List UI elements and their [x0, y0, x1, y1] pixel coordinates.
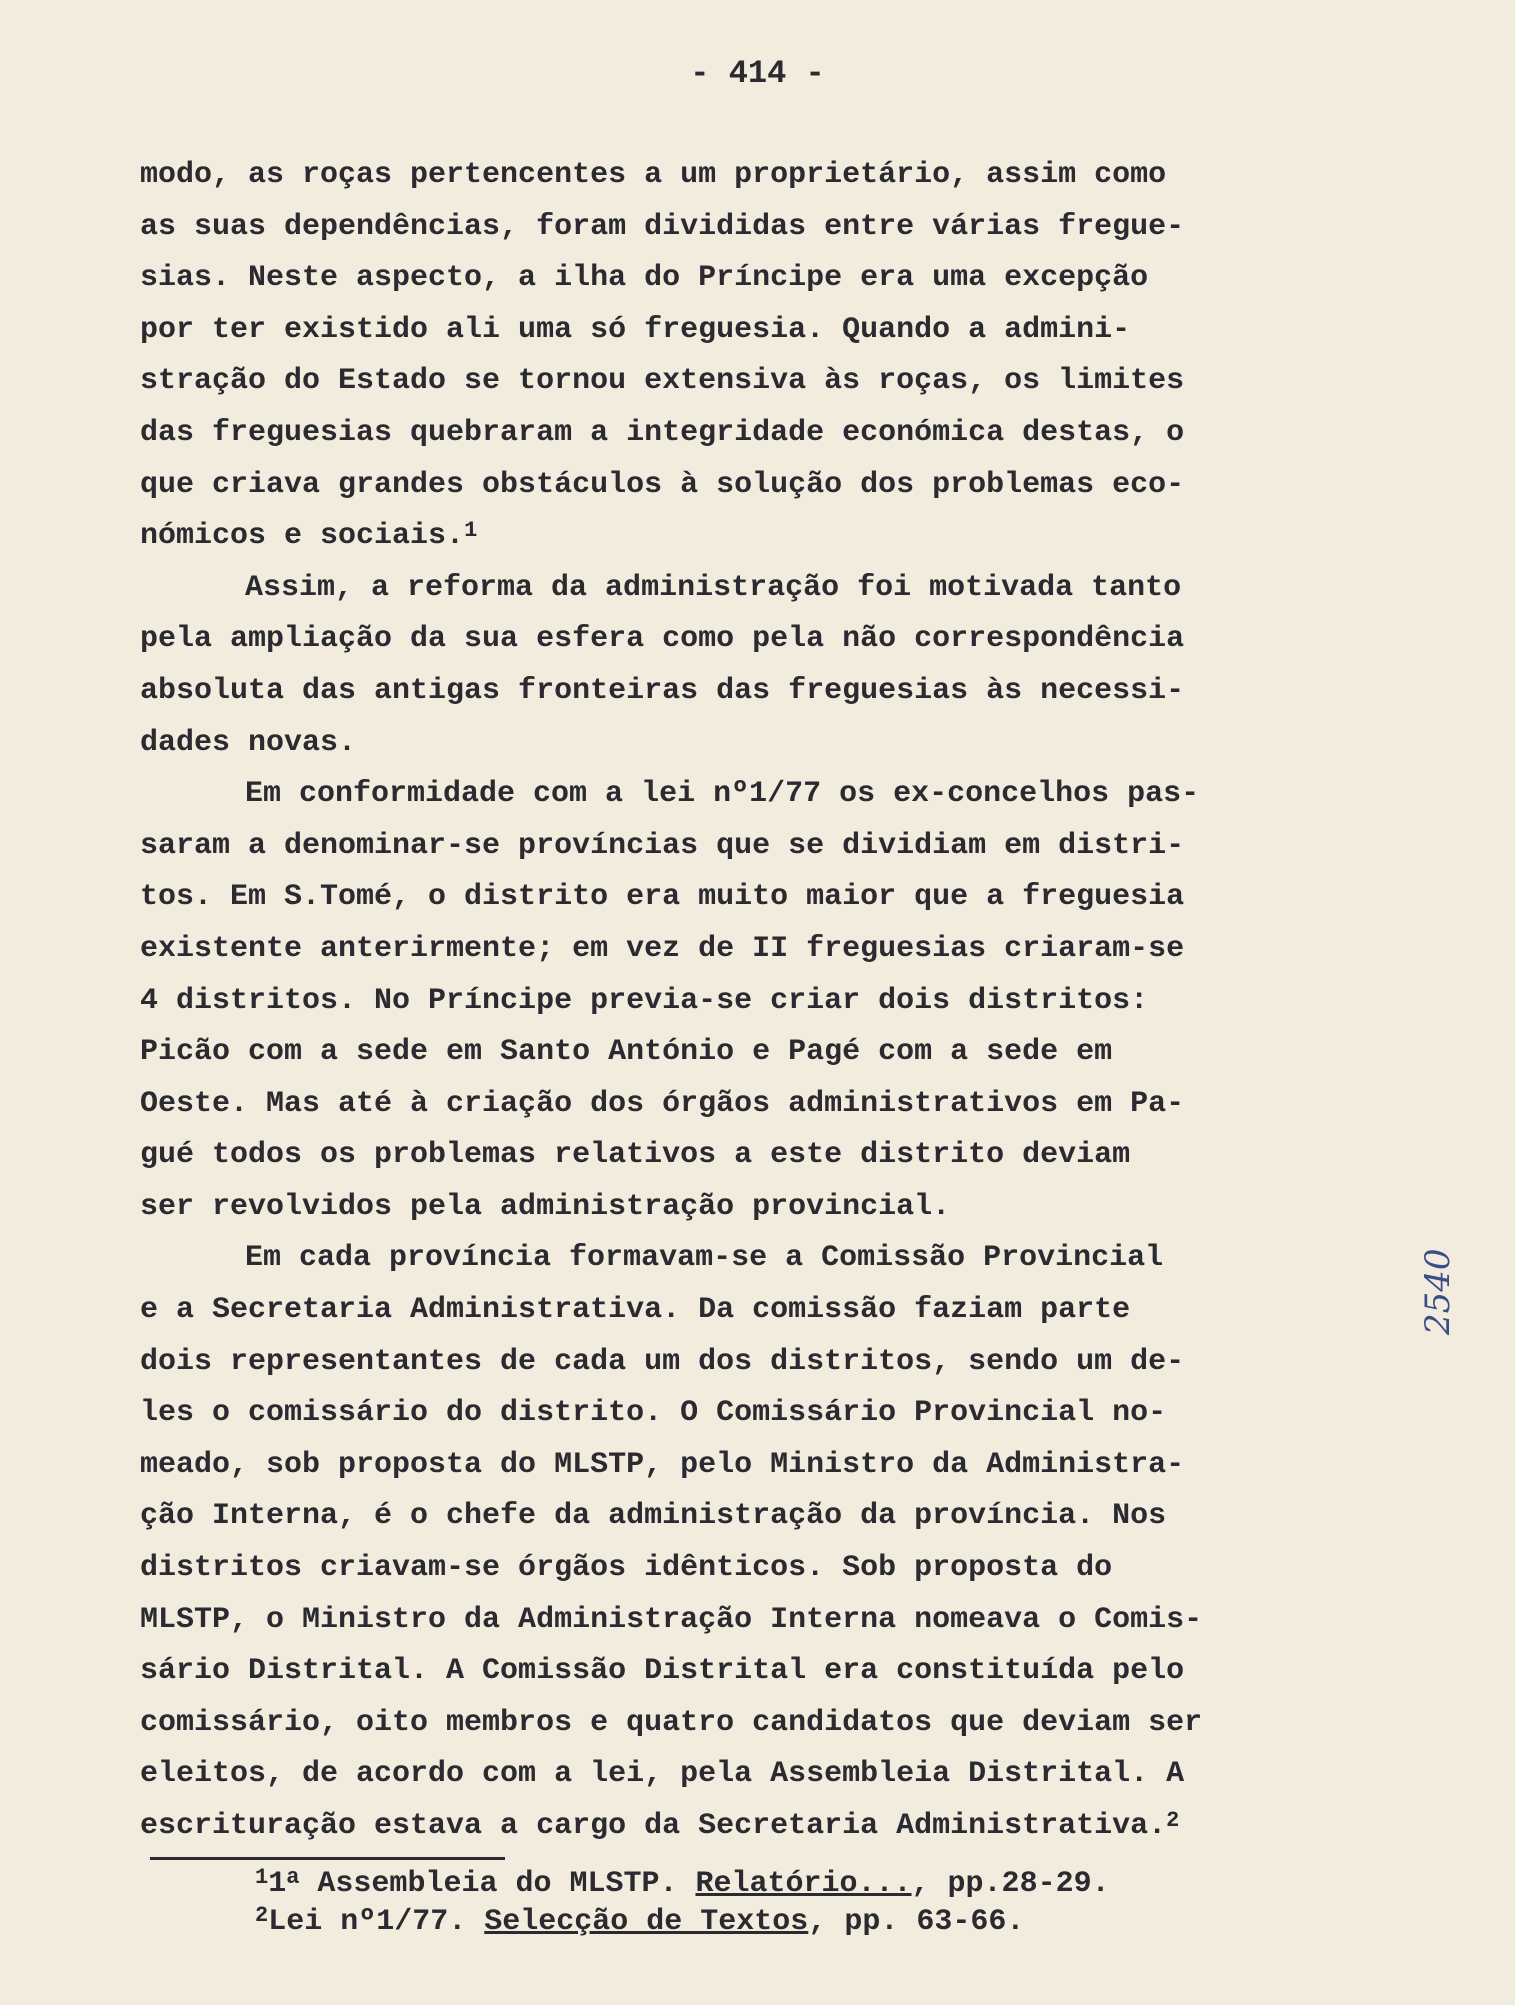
text-line-content: sário Distrital. A Comissão Distrital era constituída pelo — [140, 1654, 1185, 1689]
text-line — [140, 253, 1380, 305]
text-line — [140, 563, 1380, 615]
text-line-content: ser revolvidos pela administração provincial. — [140, 1189, 951, 1224]
text-line — [140, 666, 1380, 718]
text-line — [140, 1543, 1380, 1595]
text-line-content: nómicos e sociais. — [140, 519, 465, 554]
text-line-content: gué todos os problemas relativos a este distrito deviam — [140, 1138, 1131, 1173]
text-line — [140, 1646, 1380, 1698]
text-line-content: pela ampliação da sua esfera como pela não correspondência — [140, 622, 1185, 657]
text-line-content: que criava grandes obstáculos à solução dos problemas eco- — [140, 467, 1185, 502]
text-line-content: dois representantes de cada um dos distritos, sendo um de- — [140, 1344, 1185, 1379]
text-line-content: modo, as roças pertencentes a um proprietário, assim como — [140, 158, 1167, 192]
text-line-content: 4 distritos. No Príncipe previa-se criar dois distritos: — [140, 983, 1149, 1018]
text-line-content: ção Interna, é o chefe da administração da província. Nos — [140, 1499, 1167, 1534]
body-text — [140, 150, 1380, 1853]
text-line — [140, 718, 1380, 770]
text-line-content: absoluta das antigas fronteiras das freguesias às necessi- — [140, 673, 1185, 708]
text-line — [140, 1698, 1380, 1750]
text-line-content: Assim, a reforma da administração foi motivada tanto — [245, 570, 1182, 605]
text-line-content: existente anterirmente; em vez de II freguesias criaram-se — [140, 931, 1185, 966]
text-line — [140, 150, 1380, 202]
text-line-content: e a Secretaria Administrativa. Da comissão faziam parte — [140, 1293, 1131, 1328]
footnote-1-pre: Assembleia do MLSTP. — [299, 1867, 696, 1901]
text-line-content: sias. Neste aspecto, a ilha do Príncipe era uma excepção — [140, 261, 1149, 296]
text-line — [140, 1285, 1380, 1337]
footnotes — [255, 1865, 1355, 1941]
footnote-1-post: , pp.28-29. — [911, 1867, 1110, 1901]
text-line-content: saram a denominar-se províncias que se dividiam em distri- — [140, 828, 1185, 863]
text-line — [140, 1595, 1380, 1647]
text-line — [140, 1182, 1380, 1234]
text-line — [140, 1337, 1380, 1389]
text-line — [140, 821, 1380, 873]
page-number: - 414 - — [690, 55, 825, 92]
footnote-1-mark: 1 — [255, 1865, 269, 1890]
archive-handwritten-number: 2540 — [1418, 1248, 1458, 1335]
text-line — [140, 202, 1380, 254]
text-line — [140, 1388, 1380, 1440]
text-line — [140, 1027, 1380, 1079]
text-line-content: eleitos, de acordo com a lei, pela Assembleia Distrital. A — [140, 1757, 1185, 1792]
footnote-2-mark: 2 — [255, 1903, 269, 1928]
footnote-reference: 2 — [1166, 1808, 1180, 1833]
text-line — [140, 356, 1380, 408]
text-line — [140, 769, 1380, 821]
footnote-2-post: , pp. 63-66. — [808, 1905, 1025, 1939]
text-line — [140, 1801, 1380, 1853]
footnote-1-title: Relatório... — [695, 1867, 912, 1901]
text-line — [140, 1491, 1380, 1543]
text-line-content: stração do Estado se tornou extensiva às roças, os limites — [140, 364, 1185, 399]
text-line-content: por ter existido ali uma só freguesia. Quando a admini- — [140, 312, 1131, 347]
text-line-content: Oeste. Mas até à criação dos órgãos administrativos em Pa- — [140, 1086, 1185, 1121]
footnote-2-title: Selecção de Textos — [484, 1905, 809, 1939]
text-line — [140, 614, 1380, 666]
footnote-1-ordinal: a — [286, 1865, 300, 1890]
text-line-content: tos. Em S.Tomé, o distrito era muito maior que a freguesia — [140, 880, 1185, 915]
footnote-1: $^1$1$^a$ Assembleia do MLSTP. Relatório..., pp.28-29. — [255, 1865, 1110, 1901]
text-line — [140, 1130, 1380, 1182]
text-line — [140, 872, 1380, 924]
text-line-content: comissário, oito membros e quatro candidatos que deviam ser — [140, 1705, 1203, 1740]
text-line-content: dades novas. — [140, 725, 357, 760]
text-line-content: Picão com a sede em Santo António e Pagé com a sede em — [140, 1035, 1113, 1070]
footnote-2 — [255, 1903, 1355, 1941]
text-line — [140, 1079, 1380, 1131]
text-line-content: meado, sob proposta do MLSTP, pelo Ministro da Administra- — [140, 1447, 1185, 1482]
text-line — [140, 924, 1380, 976]
text-line-content: escrituração estava a cargo da Secretaria Administrativa. — [140, 1809, 1167, 1843]
text-line — [140, 1440, 1380, 1492]
text-line-content: distritos criavam-se órgãos idênticos. Sob proposta do — [140, 1551, 1113, 1586]
text-line — [140, 1749, 1380, 1801]
text-line — [140, 511, 1380, 563]
text-line-content: das freguesias quebraram a integridade económica destas, o — [140, 415, 1185, 450]
text-line-content: les o comissário do distrito. O Comissário Provincial no- — [140, 1396, 1167, 1431]
text-line-content: Em conformidade com a lei nº1/77 os ex-concelhos pas- — [245, 777, 1200, 812]
text-line — [140, 408, 1380, 460]
text-line — [140, 305, 1380, 357]
footnote-2-pre: Lei nº1/77. — [268, 1905, 485, 1939]
text-line-content: Em cada província formavam-se a Comissão Provincial — [245, 1241, 1164, 1276]
footnote-reference: 1 — [464, 518, 478, 544]
text-line — [140, 1233, 1380, 1285]
text-line-content: as suas dependências, foram divididas entre várias fregue- — [140, 209, 1185, 244]
text-line — [140, 460, 1380, 512]
footnote-rule — [150, 1857, 505, 1860]
text-line — [140, 976, 1380, 1028]
text-line-content: MLSTP, o Ministro da Administração Interna nomeava o Comis- — [140, 1602, 1203, 1637]
